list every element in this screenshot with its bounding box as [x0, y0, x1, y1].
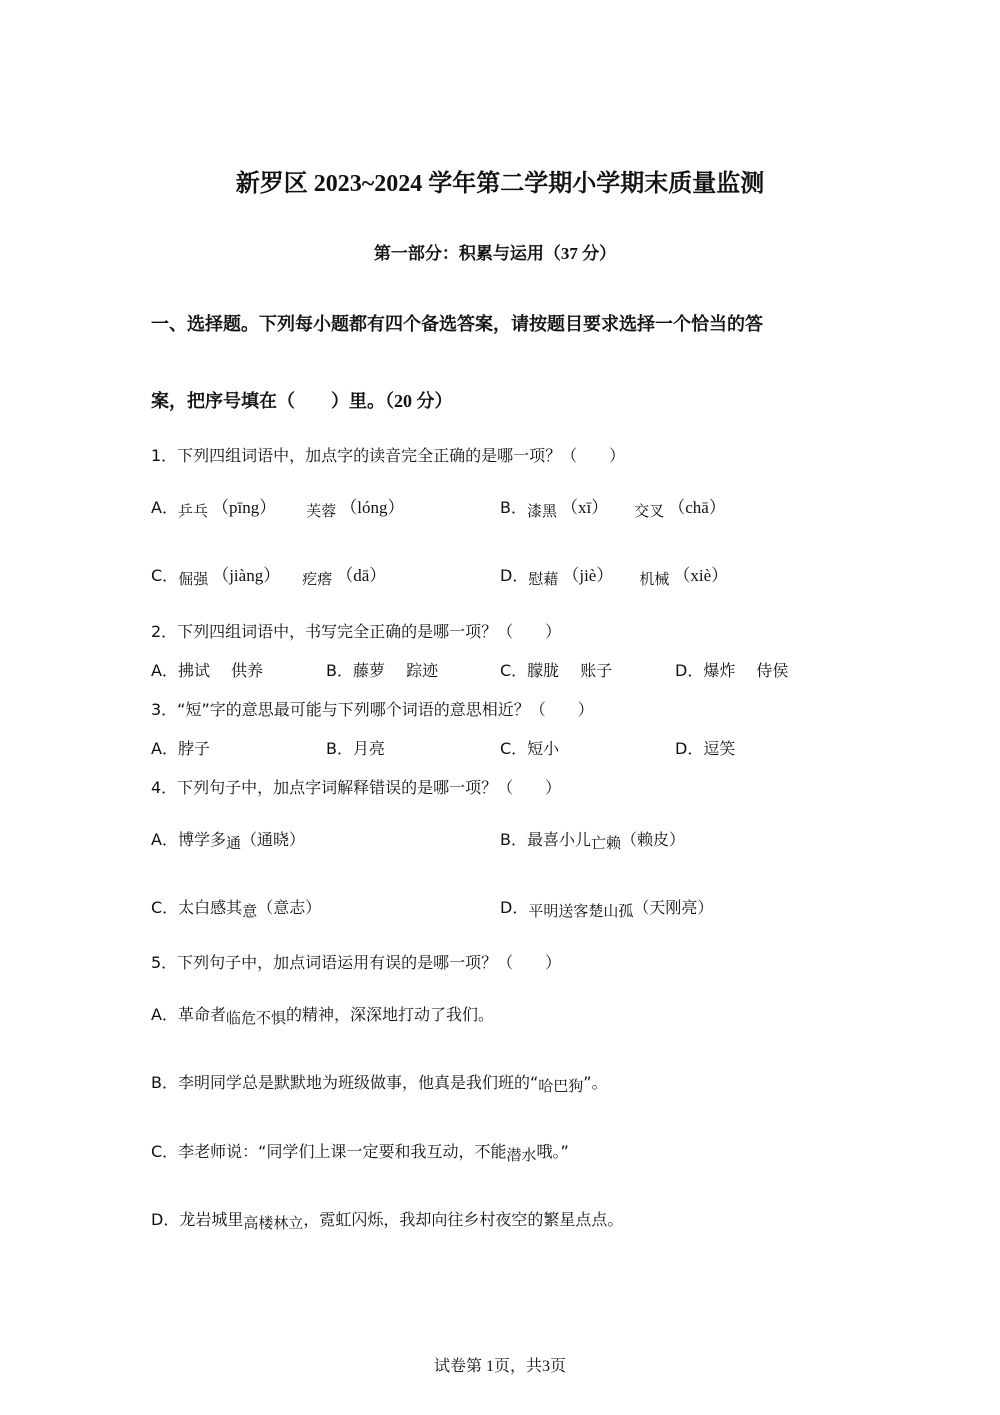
- dotted-word: 机械: [639, 570, 670, 588]
- option-label: D．: [500, 566, 529, 585]
- pinyin: （xiè）: [673, 566, 729, 585]
- pinyin: （jiè）: [562, 566, 614, 585]
- question-2-option-b: B．藤萝 踪迹: [326, 661, 439, 680]
- pinyin: （chā）: [668, 498, 726, 517]
- dotted-word: 亡赖: [590, 834, 621, 852]
- dotted-word: 芙蓉: [306, 502, 337, 520]
- option-text: A．革命者: [151, 1005, 226, 1024]
- question-3-option-a: A．脖子: [151, 739, 210, 758]
- pinyin: （lóng）: [340, 498, 405, 517]
- question-3-option-b: B．月亮: [326, 739, 385, 758]
- option-gloss: （天刚亮）: [633, 898, 714, 917]
- question-1-option-a: [151, 498, 404, 518]
- dotted-word: 高楼林立: [243, 1214, 304, 1232]
- option-text: ”。: [583, 1073, 608, 1092]
- option-text: ，霓虹闪烁，我却向往乡村夜空的繁星点点。: [303, 1210, 624, 1229]
- question-4-stem: 4．下列句子中，加点字词解释错误的是哪一项？（ ）: [151, 778, 562, 797]
- section-heading-line1: 一、选择题。下列每小题都有四个备选答案，请按题目要求选择一个恰当的答: [151, 314, 763, 334]
- pinyin: （dā）: [336, 566, 387, 585]
- option-text: D．: [500, 898, 529, 917]
- question-2-option-d: D．爆炸 侍侯: [675, 661, 789, 680]
- option-text: B．最喜小儿: [500, 830, 591, 849]
- option-text: D．龙岩城里: [151, 1210, 244, 1229]
- pinyin: （pīng）: [211, 498, 277, 517]
- option-label: A．: [151, 498, 178, 517]
- question-5-option-d: [151, 1210, 624, 1232]
- option-text: C．太白感其: [151, 898, 243, 917]
- question-1-stem: 1．下列四组词语中，加点字的读音完全正确的是哪一项？（ ）: [151, 446, 626, 465]
- question-5-option-c: [151, 1142, 569, 1164]
- question-4-option-d: [500, 898, 714, 920]
- question-5-option-b: [151, 1073, 608, 1095]
- option-gloss: （意志）: [257, 898, 322, 917]
- question-4-option-a: [151, 830, 305, 852]
- option-gloss: （通晓）: [240, 830, 305, 849]
- section-heading-line2: 案，把序号填在（ ）里。（20 分）: [151, 391, 453, 411]
- option-text: 哦。”: [536, 1142, 569, 1161]
- dotted-word: 意: [242, 902, 258, 920]
- dotted-word: 倔强: [178, 570, 209, 588]
- question-3-option-d: D．逗笑: [675, 739, 736, 758]
- question-1-option-c: [151, 566, 386, 586]
- dotted-word: 疙瘩: [302, 570, 333, 588]
- dotted-word: 交叉: [634, 502, 665, 520]
- option-label: C．: [151, 566, 179, 585]
- option-text: C．李老师说：“同学们上课一定要和我互动，不能: [151, 1142, 507, 1161]
- dotted-word: 漆黑: [526, 502, 557, 520]
- dotted-word: 潜水: [506, 1146, 537, 1164]
- dotted-word: 临危不惧: [225, 1009, 286, 1027]
- option-text: 的精神，深深地打动了我们。: [285, 1005, 494, 1024]
- question-3-stem: 3．“短”字的意思最可能与下列哪个词语的意思相近？（ ）: [151, 700, 594, 719]
- question-2-option-c: C．朦胧 账子: [500, 661, 613, 680]
- page-footer: 试卷第 1页，共3页: [433, 1358, 566, 1375]
- option-text: A．博学多: [151, 830, 226, 849]
- question-1-option-b: [500, 498, 726, 518]
- dotted-word: 平明送客楚山孤: [528, 902, 634, 920]
- dotted-word: 哈巴狗: [538, 1077, 584, 1095]
- dotted-word: 通: [225, 834, 241, 852]
- question-4-option-b: [500, 830, 686, 852]
- question-1-option-d: [500, 566, 728, 586]
- option-label: B．: [500, 498, 527, 517]
- dotted-word: 乒乓: [177, 502, 208, 520]
- part-heading: 第一部分：积累与运用（37 分）: [373, 244, 617, 263]
- question-5-stem: 5．下列句子中，加点词语运用有误的是哪一项？（ ）: [151, 953, 562, 972]
- question-2-stem: 2．下列四组词语中，书写完全正确的是哪一项？（ ）: [151, 622, 562, 641]
- question-5-option-a: [151, 1005, 494, 1027]
- dotted-word: 慰藉: [528, 570, 559, 588]
- question-2-option-a: A．拂试 供养: [151, 661, 264, 680]
- page-title: 新罗区 2023~2024 学年第二学期小学期末质量监测: [235, 171, 765, 197]
- option-text: B．李明同学总是默默地为班级做事，他真是我们班的“: [151, 1073, 539, 1092]
- pinyin: （xī）: [561, 498, 609, 517]
- option-gloss: （赖皮）: [621, 830, 686, 849]
- pinyin: （jiàng）: [212, 566, 281, 585]
- question-4-option-c: [151, 898, 322, 920]
- question-3-option-c: C．短小: [500, 739, 560, 758]
